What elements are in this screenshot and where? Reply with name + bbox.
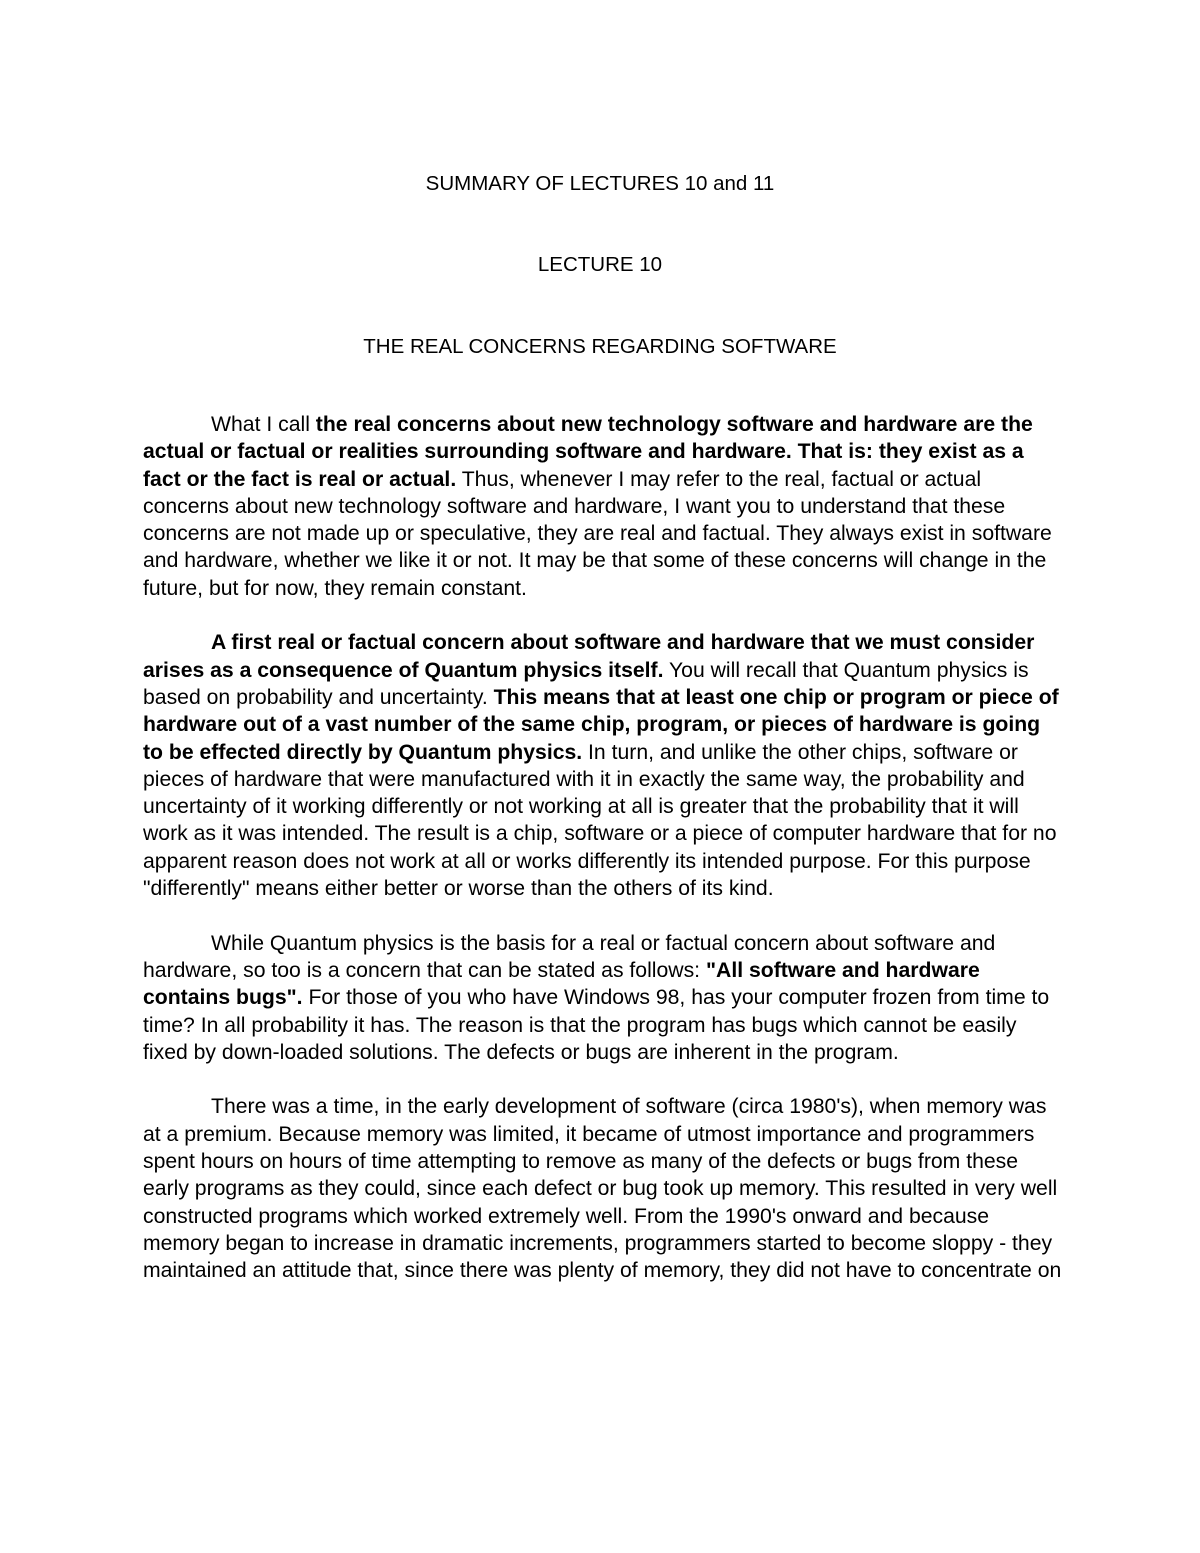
paragraph-3	[143, 930, 1063, 1066]
paragraph-bold-text: the real concerns about new technology software and hardware are the actual or factual or realities surrounding software and hardware. That is: they exist as a fact or the fact is real or actual.	[143, 413, 1033, 491]
paragraph-text: While Quantum physics is the basis for a real or factual concern about software and hardware, so too is a concern that can be stated as follows:	[143, 931, 996, 982]
paragraph-text: There was a time, in the early development of software (circa 1980's), when memory was at a premium. Because memory was limited, it became of utmost importance and programmers spent hours on hours of time attempting to remove as many of the defects or bugs from these early programs as they could, since each defect or bug took up memory. This resulted in very well constructed programs which worked extremely well. From the 1990's onward and because memory began to increase in dramatic increments, programmers started to become sloppy - they maintained an attitude that, since there was plenty of memory, they did not have to concentrate on	[143, 1095, 1062, 1283]
lecture-heading: LECTURE 10	[537, 253, 663, 276]
paragraph-1	[143, 411, 1063, 602]
paragraph-4	[143, 1093, 1063, 1284]
paragraph-text: For those of you who have Windows 98, has your computer frozen from time to time? In all probability it has. The reason is that the program has bugs which cannot be easily fixed by down-loaded solutions. The defects or bugs are inherent in the program.	[143, 986, 1050, 1064]
document-title: SUMMARY OF LECTURES 10 and 11	[425, 172, 775, 195]
paragraph-bold-text: "All software and hardware contains bugs".	[143, 958, 980, 1010]
section-heading: THE REAL CONCERNS REGARDING SOFTWARE	[363, 335, 837, 358]
paragraph-bold-text: A first real or factual concern about software and hardware that we must consider arises as a consequence of Quantum physics itself.	[143, 631, 1035, 682]
document-body	[143, 411, 1063, 1312]
paragraph-2	[143, 629, 1063, 902]
paragraph-text: Thus, whenever I may refer to the real, factual or actual concerns about new technology software and hardware, I want you to understand that these concerns are not made up or speculative, they are real and factual. They always exist in software and hardware, whether we like it or not. It may be that some of these concerns will change in the future, but for now, they remain constant.	[143, 467, 1052, 600]
paragraph-text: What I call	[211, 413, 316, 436]
paragraph-text: You will recall that Quantum physics is based on probability and uncertainty.	[143, 658, 1029, 709]
paragraph-bold-text: This means that at least one chip or program or piece of hardware out of a vast number of the same chip, program, or pieces of hardware is going to be effected directly by Quantum physics.	[143, 685, 1059, 764]
paragraph-text: In turn, and unlike the other chips, software or pieces of hardware that were manufactured with it in exactly the same way, the probability and uncertainty of it working differently or not working at all is greater that the probability that it will work as it was intended. The result is a chip, software or a piece of computer hardware that for no apparent reason does not work at all or works differently its intended purpose. For this purpose "differently" means either better or worse than the others of its kind.	[143, 740, 1057, 901]
